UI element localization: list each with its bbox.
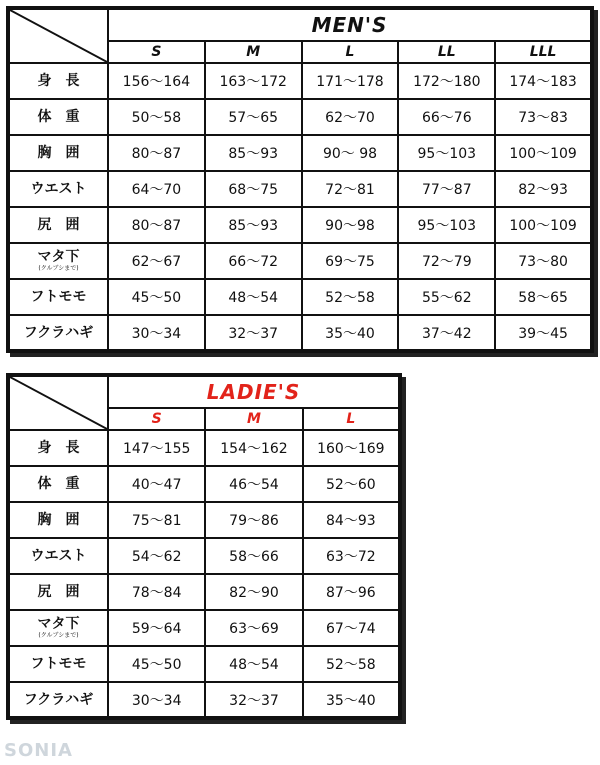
ladies-size-header: S	[108, 408, 205, 430]
size-value-cell: 45〜50	[108, 646, 205, 682]
row-label	[8, 99, 108, 135]
size-value-cell: 147〜155	[108, 430, 205, 466]
size-value-cell: 82〜90	[205, 574, 302, 610]
diagonal-divider	[10, 10, 107, 62]
mens-size-header: M	[205, 41, 302, 63]
row-label	[8, 610, 108, 646]
table-row	[8, 682, 400, 718]
row-label	[8, 502, 108, 538]
row-label-text: 身 長	[37, 73, 80, 89]
size-value-cell: 73〜83	[495, 99, 592, 135]
row-label	[8, 538, 108, 574]
row-label-text: フクラハギ	[23, 691, 94, 708]
row-label-text: 身 長	[37, 440, 80, 456]
mens-size-table	[6, 6, 594, 353]
table-row	[8, 466, 400, 502]
size-value-cell: 72〜79	[398, 243, 495, 279]
size-value-cell: 50〜58	[108, 99, 205, 135]
size-value-cell: 52〜58	[302, 279, 399, 315]
ladies-corner-cell	[8, 375, 108, 430]
ladies-title: LADIE'S	[108, 375, 400, 408]
size-value-cell: 95〜103	[398, 207, 495, 243]
row-label-text: ウエスト	[30, 548, 87, 564]
row-label-text: 尻 囲	[37, 217, 80, 233]
size-value-cell: 84〜93	[303, 502, 400, 538]
size-value-cell: 154〜162	[205, 430, 302, 466]
row-label-text: 体 重	[37, 109, 80, 125]
row-label	[8, 430, 108, 466]
ladies-size-header: M	[205, 408, 302, 430]
row-label-text: 胸 囲	[37, 512, 80, 528]
size-value-cell: 46〜54	[205, 466, 302, 502]
row-label-text: フトモモ	[30, 289, 87, 305]
row-label-text: フトモモ	[30, 656, 87, 672]
row-label	[8, 682, 108, 718]
mens-corner-cell	[8, 8, 108, 63]
row-label	[8, 171, 108, 207]
size-value-cell: 67〜74	[303, 610, 400, 646]
size-value-cell: 54〜62	[108, 538, 205, 574]
size-value-cell: 37〜42	[398, 315, 495, 351]
size-value-cell: 87〜96	[303, 574, 400, 610]
row-label	[8, 466, 108, 502]
size-value-cell: 156〜164	[108, 63, 205, 99]
row-label-text: 胸 囲	[37, 145, 80, 161]
row-label	[8, 135, 108, 171]
row-label	[8, 574, 108, 610]
ladies-size-table	[6, 373, 402, 720]
sonia-logo: SONIA	[4, 740, 73, 761]
diagonal-divider	[10, 377, 107, 429]
row-label	[8, 63, 108, 99]
size-value-cell: 58〜65	[495, 279, 592, 315]
size-value-cell: 100〜109	[495, 135, 592, 171]
size-value-cell: 35〜40	[302, 315, 399, 351]
table-row	[8, 574, 400, 610]
size-value-cell: 48〜54	[205, 279, 302, 315]
size-value-cell: 80〜87	[108, 207, 205, 243]
row-label-text: マタ下	[37, 249, 80, 265]
size-value-cell: 32〜37	[205, 682, 302, 718]
size-value-cell: 85〜93	[205, 135, 302, 171]
mens-size-header: L	[302, 41, 399, 63]
size-value-cell: 69〜75	[302, 243, 399, 279]
size-value-cell: 75〜81	[108, 502, 205, 538]
size-value-cell: 52〜60	[303, 466, 400, 502]
size-value-cell: 160〜169	[303, 430, 400, 466]
size-value-cell: 48〜54	[205, 646, 302, 682]
table-row	[8, 171, 592, 207]
size-value-cell: 68〜75	[205, 171, 302, 207]
row-label	[8, 207, 108, 243]
size-value-cell: 45〜50	[108, 279, 205, 315]
size-value-cell: 63〜72	[303, 538, 400, 574]
size-value-cell: 52〜58	[303, 646, 400, 682]
mens-title: MEN'S	[108, 8, 592, 41]
size-value-cell: 66〜76	[398, 99, 495, 135]
size-value-cell: 174〜183	[495, 63, 592, 99]
table-row	[8, 243, 592, 279]
row-label-note: (クルブシまで)	[38, 265, 79, 272]
row-label	[8, 279, 108, 315]
size-value-cell: 100〜109	[495, 207, 592, 243]
row-label	[8, 646, 108, 682]
size-value-cell: 55〜62	[398, 279, 495, 315]
size-value-cell: 172〜180	[398, 63, 495, 99]
row-label-text: マタ下	[37, 616, 80, 632]
size-value-cell: 30〜34	[108, 682, 205, 718]
mens-size-header: LL	[398, 41, 495, 63]
size-value-cell: 90〜98	[302, 207, 399, 243]
size-value-cell: 58〜66	[205, 538, 302, 574]
size-value-cell: 79〜86	[205, 502, 302, 538]
size-value-cell: 82〜93	[495, 171, 592, 207]
table-row	[8, 63, 592, 99]
size-value-cell: 63〜69	[205, 610, 302, 646]
size-value-cell: 66〜72	[205, 243, 302, 279]
mens-size-header: S	[108, 41, 205, 63]
table-row	[8, 315, 592, 351]
table-row	[8, 135, 592, 171]
row-label-text: フクラハギ	[23, 324, 94, 341]
mens-size-header: LLL	[495, 41, 592, 63]
size-value-cell: 62〜70	[302, 99, 399, 135]
table-row	[8, 279, 592, 315]
size-value-cell: 171〜178	[302, 63, 399, 99]
table-row	[8, 502, 400, 538]
size-value-cell: 78〜84	[108, 574, 205, 610]
size-value-cell: 32〜37	[205, 315, 302, 351]
size-value-cell: 85〜93	[205, 207, 302, 243]
size-value-cell: 73〜80	[495, 243, 592, 279]
row-label-text: 尻 囲	[37, 584, 80, 600]
size-value-cell: 90〜 98	[302, 135, 399, 171]
table-row	[8, 99, 592, 135]
size-value-cell: 39〜45	[495, 315, 592, 351]
table-row	[8, 538, 400, 574]
table-row	[8, 207, 592, 243]
row-label-text: 体 重	[37, 476, 80, 492]
size-value-cell: 40〜47	[108, 466, 205, 502]
table-row	[8, 646, 400, 682]
row-label-note: (クルブシまで)	[38, 632, 79, 639]
size-value-cell: 95〜103	[398, 135, 495, 171]
size-value-cell: 80〜87	[108, 135, 205, 171]
size-value-cell: 30〜34	[108, 315, 205, 351]
row-label-text: ウエスト	[30, 181, 87, 197]
size-value-cell: 163〜172	[205, 63, 302, 99]
ladies-size-header: L	[303, 408, 400, 430]
size-value-cell: 62〜67	[108, 243, 205, 279]
size-value-cell: 59〜64	[108, 610, 205, 646]
size-value-cell: 64〜70	[108, 171, 205, 207]
table-row	[8, 610, 400, 646]
size-value-cell: 35〜40	[303, 682, 400, 718]
row-label	[8, 315, 108, 351]
size-value-cell: 57〜65	[205, 99, 302, 135]
table-row	[8, 430, 400, 466]
size-value-cell: 72〜81	[302, 171, 399, 207]
row-label	[8, 243, 108, 279]
size-value-cell: 77〜87	[398, 171, 495, 207]
